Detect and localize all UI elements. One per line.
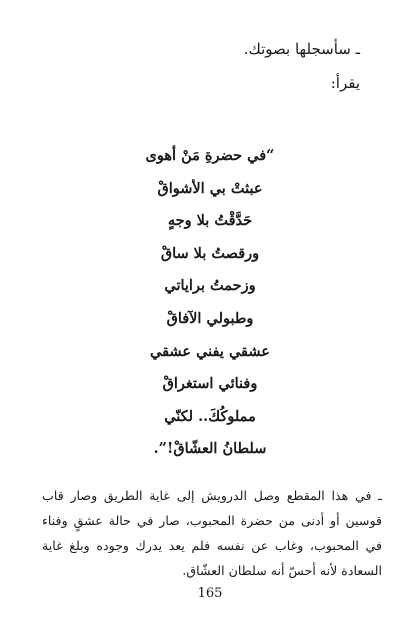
dialogue-line-reads: يقرأ: — [330, 74, 360, 92]
poem-line: وزحمتُ براياتي — [164, 277, 256, 295]
dialogue-line-record: ـ سأسجلها بصوتك. — [243, 40, 360, 58]
poem-line: حَدَّقْتُ بلا وجهٍ — [167, 212, 253, 230]
poem-line: مملوكُكَ.. لكنّي — [164, 407, 256, 425]
poem-line: عبثتْ بي الأشواقْ — [157, 179, 263, 197]
poem-line: وطبولي الآفاقْ — [166, 309, 254, 327]
poem-line: وفنائي استغراقْ — [162, 375, 258, 393]
poem-line: “في حضرةِ مَنْ أهوى — [145, 147, 275, 164]
page-number: 165 — [197, 586, 223, 601]
poem-line: عشقي يفني عشقي — [150, 342, 270, 360]
poem-line: سلطانُ العشّاقْ!”. — [153, 440, 267, 458]
poem — [60, 140, 360, 466]
commentary-paragraph: ـ في هذا المقطع وصل الدرويش إلى غاية الطريق وصار قاب قوسين أو أدنى من حضرة المحبوب، صار في حالة عشقٍ وفناء في المحبوب، وغاب عن نفسه فلم يعد يدرك وجوده وبلغ غاية السعادة لأنه أحسّ أنه سلطان العشّاق. — [42, 488, 382, 578]
poem-line: ورقصتُ بلا ساقْ — [160, 244, 260, 262]
